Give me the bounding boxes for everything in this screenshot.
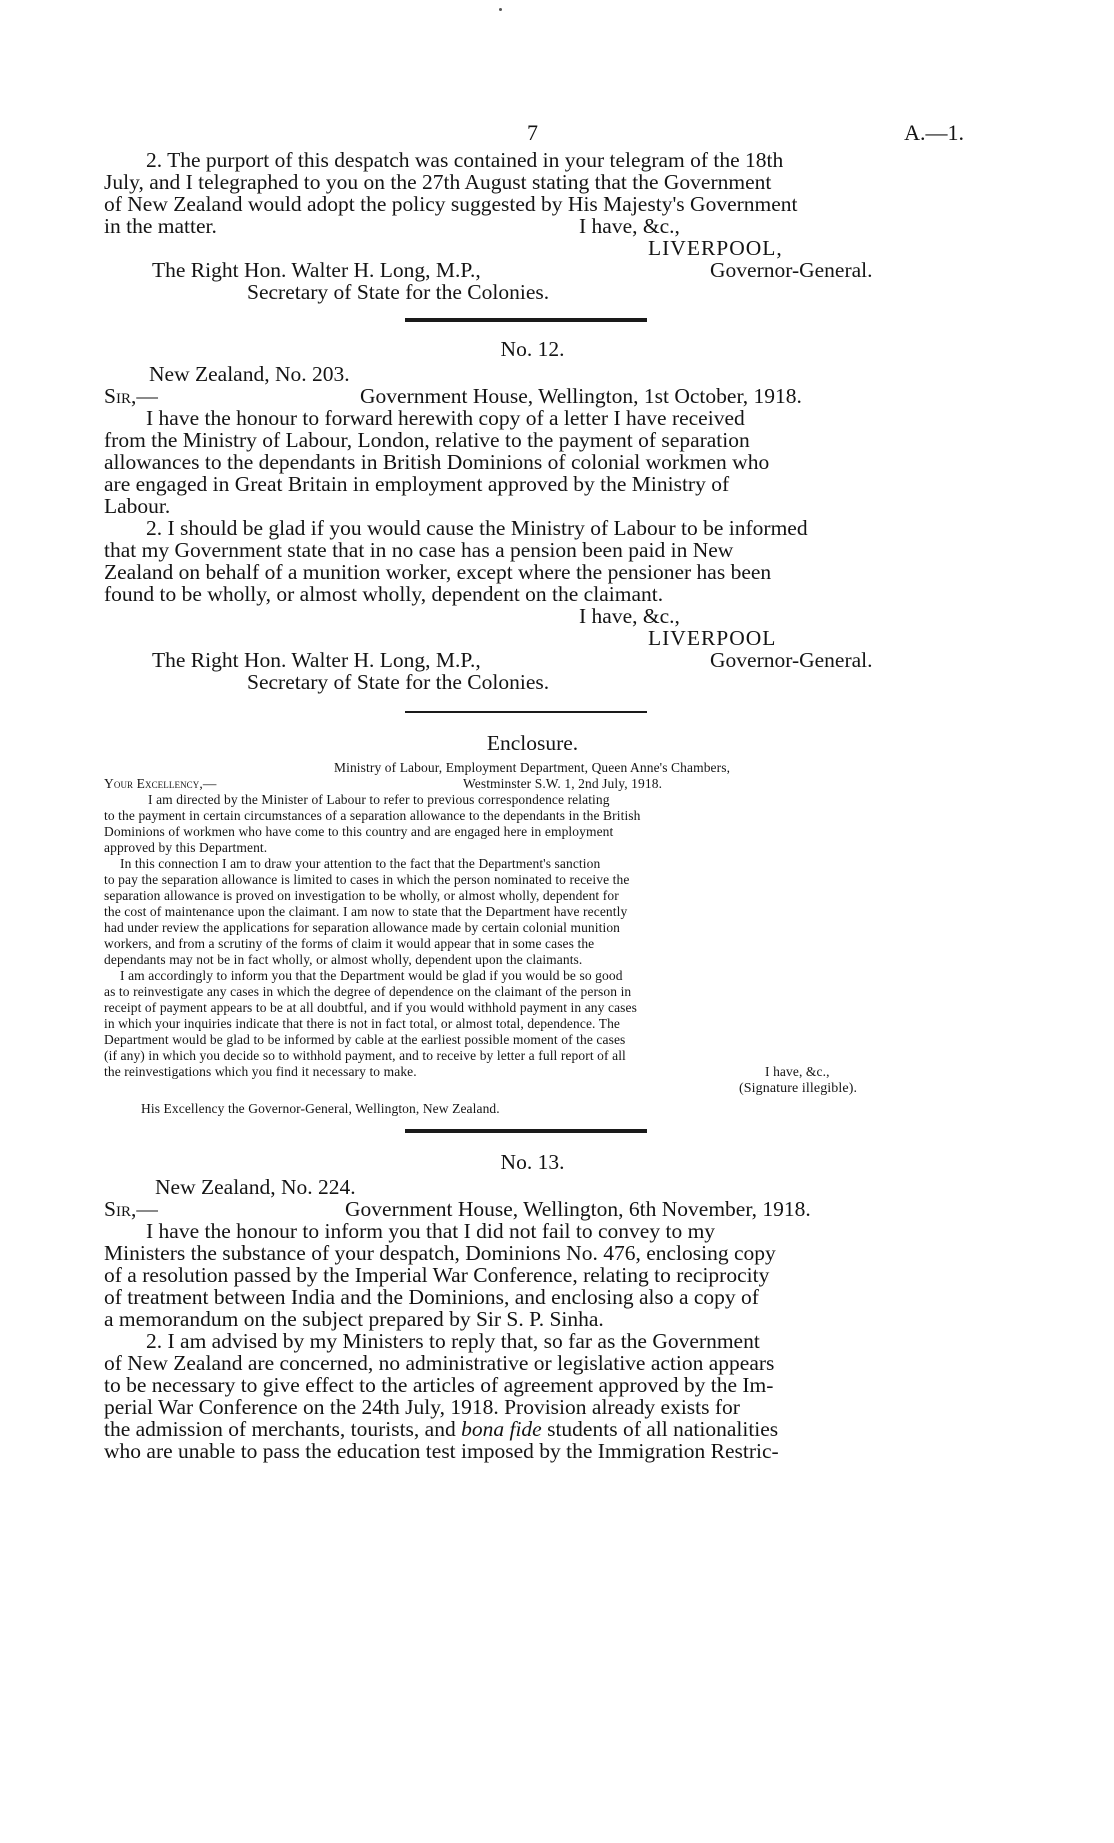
enclosure-addressee: His Excellency the Governor-General, Wellington, New Zealand. [141,1101,500,1116]
enclosure-line: I am accordingly to inform you that the Department would be glad if you would be so good [120,968,623,983]
sender-title: Governor-General. [710,258,873,282]
paragraph-line: of New Zealand would adopt the policy suggested by His Majesty's Government [104,192,798,216]
speck-mark [499,8,502,11]
despatch-reference: New Zealand, No. 203. [149,362,350,386]
enclosure-closing: I have, &c., [765,1064,830,1079]
sender-name: LIVERPOOL [648,626,777,650]
paragraph-line: allowances to the dependants in British Dominions of colonial workmen who [104,450,770,474]
addressee-name: The Right Hon. Walter H. Long, M.P., [152,258,481,282]
line-text-start: the admission of merchants, tourists, and [104,1417,462,1441]
enclosure-address-date: Westminster S.W. 1, 2nd July, 1918. [463,776,663,791]
paragraph-line [104,1418,778,1441]
paragraph-line: 2. I am advised by my Ministers to reply that, so far as the Government [146,1329,760,1353]
sender-name: LIVERPOOL, [648,236,783,260]
paragraph-line: Ministers the substance of your despatch, Dominions No. 476, enclosing copy [104,1241,776,1265]
enclosure-heading: Enclosure. [486,731,579,755]
paragraph-line: Zealand on behalf of a munition worker, except where the pensioner has been [104,560,772,584]
salutation: Sir,— [104,384,158,408]
signature-note: (Signature illegible). [739,1081,858,1096]
paragraph-line: I have the honour to inform you that I did not fail to convey to my [146,1219,716,1243]
paragraph-line: July, and I telegraphed to you on the 27th August stating that the Government [104,170,772,194]
paragraph-line: I have the honour to forward herewith copy of a letter I have received [146,406,745,430]
section-divider [405,318,647,322]
section-divider [405,1129,647,1133]
salutation: Sir,— [104,1197,158,1221]
paragraph-line: of a resolution passed by the Imperial War Conference, relating to reciprocity [104,1263,770,1287]
closing-phrase: I have, &c., [579,604,680,628]
paragraph-line: that my Government state that in no case has a pension been paid in New [104,538,734,562]
paragraph-line: of New Zealand are concerned, no administrative or legislative action appears [104,1351,775,1375]
despatch-reference: New Zealand, No. 224. [155,1175,356,1199]
paragraph-line: who are unable to pass the education test imposed by the Immigration Restric- [104,1439,779,1463]
italic-phrase: bona fide [461,1417,542,1441]
enclosure-line: receipt of payment appears to be at all doubtful, and if you would withhold payment in any cases [104,1000,637,1015]
enclosure-address: Ministry of Labour, Employment Department, Queen Anne's Chambers, [334,760,731,775]
enclosure-line: as to reinvestigate any cases in which the degree of dependence on the claimant of the person in [104,984,632,999]
place-date: Government House, Wellington, 6th November, 1918. [345,1197,811,1221]
paragraph-line: 2. The purport of this despatch was contained in your telegram of the 18th [146,148,784,172]
addressee-name: The Right Hon. Walter H. Long, M.P., [152,648,481,672]
place-date: Government House, Wellington, 1st October, 1918. [360,384,802,408]
enclosure-line: to pay the separation allowance is limited to cases in which the person nominated to receive the [104,872,630,887]
enclosure-line: the reinvestigations which you find it necessary to make. [104,1064,417,1079]
paragraph-line: Labour. [104,494,171,518]
paragraph-line: of treatment between India and the Dominions, and enclosing also a copy of [104,1285,759,1309]
enclosure-line: Dominions of workmen who have come to this country and are engaged here in employment [104,824,614,839]
paper-reference: A.—1. [904,120,964,145]
section-heading: No. 13. [500,1150,565,1174]
addressee-title: Secretary of State for the Colonies. [247,280,550,304]
paragraph-line: in the matter. [104,214,217,238]
enclosure-line: dependants may not be in fact wholly, or almost wholly, dependent upon the claimants. [104,952,583,967]
paragraph-line: perial War Conference on the 24th July, 1918. Provision already exists for [104,1395,740,1419]
closing-phrase: I have, &c., [579,214,680,238]
addressee-title: Secretary of State for the Colonies. [247,670,550,694]
enclosure-line: separation allowance is proved on investigation to be wholly, or almost wholly, dependent for [104,888,619,903]
enclosure-salutation: Your Excellency,— [104,776,217,791]
paragraph-line: 2. I should be glad if you would cause the Ministry of Labour to be informed [146,516,808,540]
page-number: 7 [527,120,538,145]
enclosure-line: in which your inquiries indicate that there is not in fact total, or almost total, dependence. The [104,1016,621,1031]
enclosure-line: had under review the applications for separation allowance made by certain colonial munition [104,920,621,935]
enclosure-line: (if any) in which you decide so to withhold payment, and to receive by letter a full report of all [104,1048,626,1063]
sender-title: Governor-General. [710,648,873,672]
enclosure-line: In this connection I am to draw your attention to the fact that the Department's sanction [120,856,601,871]
line-text-end: students of all nationalities [541,1417,779,1441]
section-heading: No. 12. [500,337,565,361]
paragraph-line: from the Ministry of Labour, London, relative to the payment of separation [104,428,750,452]
paragraph-line: to be necessary to give effect to the articles of agreement approved by the Im- [104,1373,774,1397]
enclosure-line: I am directed by the Minister of Labour to refer to previous correspondence relating [148,792,610,807]
paragraph-line: a memorandum on the subject prepared by Sir S. P. Sinha. [104,1307,604,1331]
enclosure-line: Department would be glad to be informed by cable at the earliest possible moment of the cases [104,1032,626,1047]
enclosure-line: workers, and from a scrutiny of the forms of claim it would appear that in some cases the [104,936,595,951]
paragraph-line: are engaged in Great Britain in employment approved by the Ministry of [104,472,730,496]
enclosure-line: approved by this Department. [104,840,268,855]
paragraph-line: found to be wholly, or almost wholly, dependent on the claimant. [104,582,664,606]
enclosure-line: to the payment in certain circumstances of a separation allowance to the dependants in the British [104,808,641,823]
section-divider [405,711,647,713]
enclosure-line: the cost of maintenance upon the claimant. I am now to state that the Department have recently [104,904,628,919]
